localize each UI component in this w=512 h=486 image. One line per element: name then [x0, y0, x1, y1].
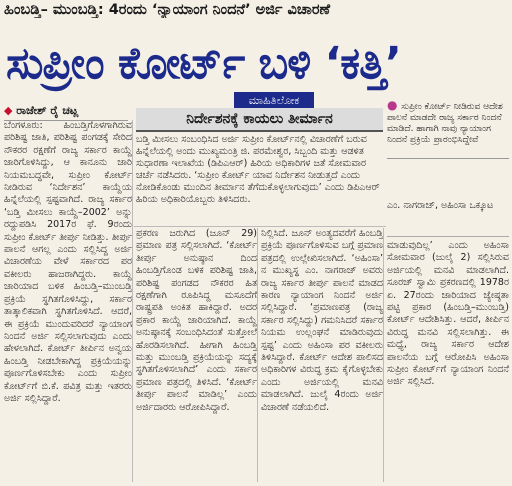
- subhead: ನಿರ್ದೇಶನಕ್ಕೆ ಕಾಯಲು ತೀರ್ಮಾನ: [136, 108, 383, 132]
- attribution-text: ಎಂ. ನಾಗರಾಜ್, ಅಹಿಂಸಾ ಒಕ್ಕೂಟ: [387, 200, 494, 211]
- column-4: [387, 240, 509, 482]
- column-3-text: ನಿಲ್ಲಿಸಿದೆ. ಜೂನ್ ಅಂತ್ಯದವರೆಗೆ ಹಿಂಬಡ್ತಿ ಪ್ರಕ್ರಿಯೆ ಪೂರ್ಣಗೊಳಿಸುವ ಬಗ್ಗೆ ಪ್ರಮಾಣ ಪತ್ರದಲ್ಲಿ ಉಲ್ಲೇಖಿಸಲಾಗಿದೆ. ‘ಅಹಿಂಸಾ’ ನ ಮುಖ್ಯಸ್ಥ ಎಂ. ನಾಗರಾಜ್ ಅವರು ರಾಜ್ಯ ಸರ್ಕಾರ ತೀರ್ಪು ಪಾಲನೆ ಮಾಡದ ಕಾರಣ ನ್ಯಾಯಾಂಗ ನಿಂದನೆ ಅರ್ಜಿ ಸಲ್ಲಿಸಿದ್ದಾರೆ. ‘ಪ್ರಮಾಣಪತ್ರ (ರಾಜ್ಯ ಸರ್ಕಾರ ಸಲ್ಲಿಸಿದ್ದು) ಗಮನಿಸಿದರೆ ಸರ್ಕಾರ ನಿಯಮ ಉಲ್ಲಂಘನೆ ಮಾಡಿರುವುದು ಸ್ಪಷ್ಟ’ ಎಂದು ಅಹಿಂಸಾ ಪರ ವಕೀಲರು ತಿಳಿಸಿದ್ದಾರೆ. ಕೋರ್ಟ್ ಆದೇಶ ಪಾಲಿಸದ ಅಧಿಕಾರಿಗಳ ವಿರುದ್ಧ ಕ್ರಮ ಕೈಗೊಳ್ಳಬೇಕು ಎಂದು ಅರ್ಜಿಯಲ್ಲಿ ಮನವಿ ಮಾಡಲಾಗಿದೆ. ಜುಲೈ 4ರಂದು ಅರ್ಜಿ ವಿಚಾರಣೆ ನಡೆಯಲಿದೆ.: [261, 228, 383, 413]
- quote-box: [387, 100, 509, 159]
- bullet-icon: ◆: [4, 104, 17, 117]
- column-1: [4, 120, 133, 482]
- intro-paragraph: ಬಡ್ತಿ ಮೀಸಲು ಸಂಬಂಧಿಸಿದ ಅರ್ಜಿ ಸುಪ್ರೀಂ ಕೋರ್ಟ್‌ನಲ್ಲಿ ವಿಚಾರಣೆಗೆ ಬರುವ ಹಿನ್ನೆಲೆಯಲ್ಲಿ ಅಂದು ಮುಖ್ಯಮಂತ್ರಿ ಜಿ. ಪರಮೇಶ್ವರ, ಸಿಬ್ಬಂದಿ ಮತ್ತು ಆಡಳಿತ ಸುಧಾರಣಾ ಇಲಾಖೆಯ (ಡಿಪಿಎಆರ್) ಹಿರಿಯ ಅಧಿಕಾರಿಗಳ ಜತೆ ಸೋಮವಾರ ಚರ್ಚೆ ನಡೆಸಿದರು. ‘ಸುಪ್ರೀಂ ಕೋರ್ಟ್ ಯಾವ ನಿರ್ದೇಶನ ನೀಡುತ್ತದೆ ಎಂದು ನೋಡಿಕೊಂಡು ಮುಂದಿನ ತೀರ್ಮಾನ ತೆಗೆದುಕೊಳ್ಳಲಾಗುವುದು’ ಎಂದು ಡಿಪಿಎಆರ್ ಹಿರಿಯ ಅಧಿಕಾರಿಯೊಬ್ಬರು ತಿಳಿಸಿದರು.: [136, 134, 380, 205]
- column-3: [261, 228, 384, 482]
- column-2: [136, 228, 258, 482]
- byline: [4, 104, 128, 121]
- source-tag: ಮಾಹಿತಿಲೋಕ: [234, 92, 314, 109]
- column-1-text: ಬೆಂಗಳೂರು: ಹಿಂಬಡ್ತಿಗೊಳಗಾಗಿರುವ ಪರಿಶಿಷ್ಟ ಜಾತಿ, ಪರಿಶಿಷ್ಟ ಪಂಗಡಕ್ಕೆ ಸೇರಿದ ನೌಕರರ ರಕ್ಷಣೆಗೆ ರಾಜ್ಯ ಸರ್ಕಾರ ಕಾಯ್ದೆ ಜಾರಿಗೊಳಿಸಿದ್ದು, ಆ ಕಾನೂನು ಜಾರಿ ನಿಯಮಬದ್ಧವೇ, ಸುಪ್ರೀಂ ಕೋರ್ಟ್ ನೀಡಿರುವ ‘ನಿರ್ದೇಶನ’ ಕಾಯ್ದೆಯ ಹಿನ್ನೆಲೆಯಲ್ಲಿ ಸ್ಪಷ್ಟವಾಗಿದೆ. ರಾಜ್ಯ ಸರ್ಕಾರ ‘ಬಡ್ತಿ ಮೀಸಲು ಕಾಯ್ದೆ–2002’ ಅನ್ನು ರದ್ದುಪಡಿಸಿ 2017ರ ಫೆ. 9ರಂದು ಸುಪ್ರೀಂ ಕೋರ್ಟ್ ತೀರ್ಪು ನೀಡಿತ್ತು. ತೀರ್ಪು ಪಾಲನೆ ಆಗಲ್ಲ ಎಂದು ಸಲ್ಲಿಸಿದ್ದ ಅರ್ಜಿ ವಿಚಾರಣೆಯ ವೇಳೆ ಸರ್ಕಾರದ ಪರ ವಕೀಲರು ಹಾಜರಾಗಿದ್ದರು. ಕಾಯ್ದೆ ಜಾರಿಯಾದ ಬಳಿಕ ಹಿಂಬಡ್ತಿ–ಮುಂಬಡ್ತಿ ಪ್ರಕ್ರಿಯೆ ಸ್ಥಗಿತಗೊಳಿಸಿದ್ದು, ಸರ್ಕಾರ ತಾತ್ಕಾಲಿಕವಾಗಿ ಸ್ಥಗಿತಗೊಳಿಸಿದೆ. ಆದರೆ, ಈ ಪ್ರಕ್ರಿಯೆ ಮುಂದುವರಿದರೆ ನ್ಯಾಯಾಂಗ ನಿಂದನೆ ಅರ್ಜಿ ಸಲ್ಲಿಸಲಾಗುವುದು ಎಂದು ಹೇಳಲಾಗಿದೆ. ಕೋರ್ಟ್ ತೀರ್ಪಿನ ಅನ್ವಯ ಹಿಂಬಡ್ತಿ ನೀಡಬೇಕಾಗಿದ್ದ ಪ್ರಕ್ರಿಯೆಯನ್ನು ಪೂರ್ಣಗೊಳಿಸಬೇಕು ಎಂದು ಸುಪ್ರೀಂ ಕೋರ್ಟ್‌ಗೆ ಬಿ.ಕೆ. ಪವಿತ್ರ ಮತ್ತು ಇತರರು ಅರ್ಜಿ ಸಲ್ಲಿಸಿದ್ದಾರೆ.: [4, 120, 132, 404]
- kicker-line: ಹಿಂಬಡ್ತಿ– ಮುಂಬಡ್ತಿ: 4ರಂದು ‘ನ್ಯಾಯಾಂಗ ನಿಂದನೆ’ ಅರ್ಜಿ ವಿಚಾರಣೆ: [4, 2, 331, 18]
- quote-bullet-icon: ●: [387, 100, 402, 112]
- quote-text: ಸುಪ್ರೀಂ ಕೋರ್ಟ್ ನೀಡಿರುವ ಆದೇಶ ಪಾಲನೆ ಮಾಡದೇ ರಾಜ್ಯ ಸರ್ಕಾರ ನಿಂದನೆ ಮಾಡಿದೆ. ಹಾಗಾಗಿ ನಾವು ನ್ಯಾಯಾಂಗ ನಿಂದನೆ ಪ್ರಕ್ರಿಯೆ ಪ್ರಾರಂಭಿಸಿದ್ದೇವೆ: [387, 102, 503, 145]
- column-4-text: ಮಾಡುವುದಿಲ್ಲ’ ಎಂದು ಅಹಿಂಸಾ ಸೋಮವಾರ (ಜುಲೈ 2) ಸಲ್ಲಿಸಿರುವ ಅರ್ಜಿಯಲ್ಲಿ ಮನವಿ ಮಾಡಲಾಗಿದೆ. ಸೂರಜ್ ಸ್ವಾಮಿ ಪ್ರಕರಣದಲ್ಲಿ 1978ರ ಏ. 27ರಂದು ಜಾರಿಯಾದ ಜ್ಯೇಷ್ಠತಾ ಪಟ್ಟಿ ಪ್ರಕಾರ (ಹಿಂಬಡ್ತಿ–ಮುಂಬಡ್ತಿ) ಕೋರ್ಟ್ ಆದೇಶಿಸಿತ್ತು. ಆದರೆ, ತೀರ್ಪಿನ ವಿರುದ್ಧ ಮನವಿ ಸಲ್ಲಿಸಲಾಗಿತ್ತು. ಈ ಮಧ್ಯೆ, ರಾಜ್ಯ ಸರ್ಕಾರ ಆದೇಶ ಪಾಲನೆಯ ಬಗ್ಗೆ ಆರೋಪಿಸಿ ಅಹಿಂಸಾ ಸುಪ್ರೀಂ ಕೋರ್ಟ್‌ಗೆ ನ್ಯಾಯಾಂಗ ನಿಂದನೆ ಅರ್ಜಿ ಸಲ್ಲಿಸಿದೆ.: [387, 240, 509, 388]
- byline-text: ರಾಜೇಶ್ ರೈ ಚಟ್ಲ: [16, 104, 79, 117]
- divider: [134, 226, 386, 227]
- column-2-text: ಪ್ರಕರಣ ಜರುಗಿದ (ಜೂನ್ 29) ಪ್ರಮಾಣ ಪತ್ರ ಸಲ್ಲಿಸಲಾಗಿದೆ. ‘ಕೋರ್ಟ್ ತೀರ್ಪು ಅನುಷ್ಠಾನ ದಿಂದ ಹಿಂಬಡ್ತಿಗೊಂಡ ಬಳಿಕ ಪರಿಶಿಷ್ಟ ಜಾತಿ, ಪರಿಶಿಷ್ಟ ಪಂಗಡದ ನೌಕರರ ಹಿತ ರಕ್ಷಣೆಗಾಗಿ ರೂಪಿಸಿದ್ದ ಮಸೂದೆಗೆ ರಾಷ್ಟ್ರಪತಿ ಅಂಕಿತ ಹಾಕಿದ್ದಾರೆ. ಅದರ ಪ್ರಕಾರ ಕಾಯ್ದೆ ಜಾರಿಯಾಗಿದೆ. ಕಾಯ್ದೆ ಅನುಷ್ಠಾನಕ್ಕೆ ಸಂಬಂಧಿಸಿದಂತೆ ಸುತ್ತೋಲೆ ಹೊರಡಿಸಲಾಗಿದೆ. ಹೀಗಾಗಿ ಹಿಂಬಡ್ತಿ ಮತ್ತು ಮುಂಬಡ್ತಿ ಪ್ರಕ್ರಿಯೆಯನ್ನು ಸದ್ಯಕ್ಕೆ ಸ್ಥಗಿತಗೊಳಿಸಲಾಗಿದೆ’ ಎಂದು ಸರ್ಕಾರ ಪ್ರಮಾಣ ಪತ್ರದಲ್ಲಿ ತಿಳಿಸಿದೆ. ‘ಕೋರ್ಟ್ ತೀರ್ಪು ಪಾಲನೆ ಮಾಡಿಲ್ಲ’ ಎಂದು ಅರ್ಜಿದಾರರು ಆರೋಪಿಸಿದ್ದಾರೆ.: [136, 228, 257, 413]
- quote-attribution: [387, 200, 509, 237]
- headline: ಸುಪ್ರೀಂ ಕೋರ್ಟ್ ಬಳಿ ‘ಕತ್ತಿ’: [6, 38, 401, 89]
